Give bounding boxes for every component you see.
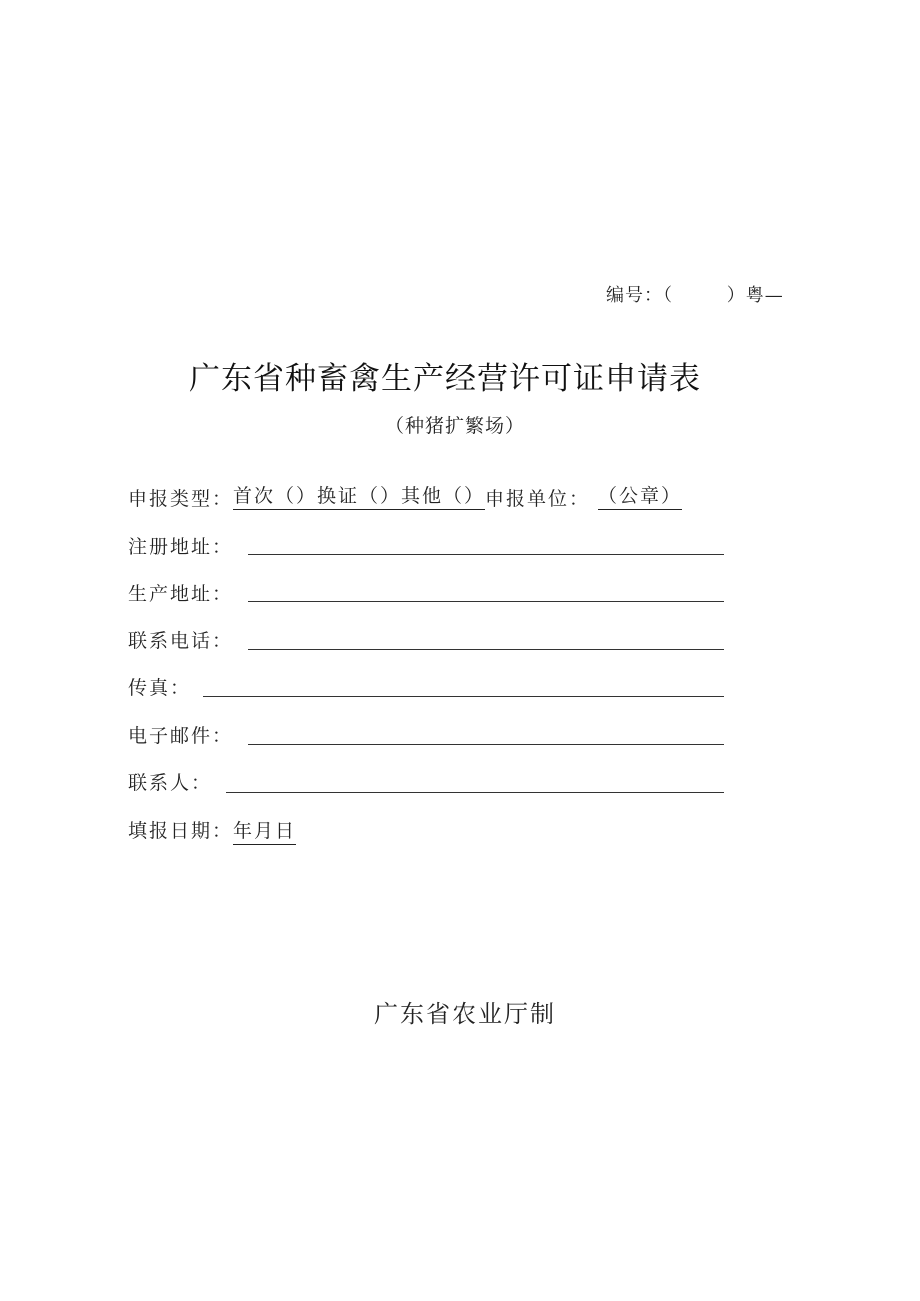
production-address-line[interactable] xyxy=(248,601,724,602)
registered-address-label: 注册地址： xyxy=(128,536,234,558)
registered-address-line[interactable] xyxy=(248,554,724,555)
fill-date-row xyxy=(128,816,296,844)
application-unit-seal[interactable]: （公章） xyxy=(598,484,682,510)
application-type-label: 申报类型： xyxy=(128,488,234,510)
application-unit-label: 申报单位： xyxy=(485,488,591,510)
email-line[interactable] xyxy=(248,744,724,745)
form-subtitle: （种猪扩繁场） xyxy=(384,415,525,437)
form-title: 广东省种畜禽生产经营许可证申请表 xyxy=(189,361,701,397)
fill-date-label: 填报日期： xyxy=(128,820,234,842)
phone-label: 联系电话： xyxy=(128,630,234,652)
issuer-footer: 广东省农业厅制 xyxy=(374,1000,556,1028)
fax-line[interactable] xyxy=(203,696,724,697)
application-type-row xyxy=(128,484,748,512)
email-label: 电子邮件： xyxy=(128,725,234,747)
fax-label: 传真： xyxy=(128,677,192,699)
contact-label: 联系人： xyxy=(128,772,213,794)
fill-date-value[interactable]: 年月日 xyxy=(233,819,296,845)
phone-line[interactable] xyxy=(248,649,724,650)
contact-line[interactable] xyxy=(226,792,724,793)
application-type-options[interactable]: 首次（）换证（）其他（） xyxy=(233,484,485,510)
production-address-label: 生产地址： xyxy=(128,583,234,605)
serial-number: 编号：（ ）粤— xyxy=(606,285,784,306)
